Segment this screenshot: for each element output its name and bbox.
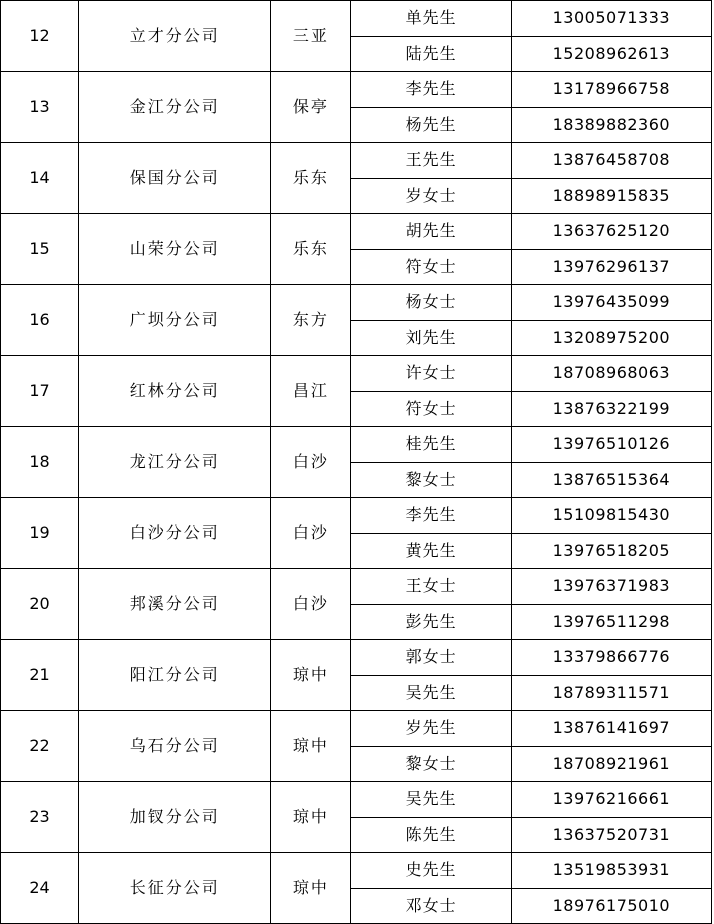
table-row — [1, 640, 712, 676]
cell-contact-phone: 13637520731 — [511, 817, 711, 853]
cell-contact-person: 符女士 — [351, 391, 511, 427]
cell-contact-phone: 18898915835 — [511, 178, 711, 214]
table-row — [1, 214, 712, 250]
cell-contact-phone: 13876458708 — [511, 143, 711, 179]
cell-contact-person: 王女士 — [351, 569, 511, 605]
cell-contact-phone: 13976511298 — [511, 604, 711, 640]
cell-contact-person: 彭先生 — [351, 604, 511, 640]
cell-contact-phone: 13637625120 — [511, 214, 711, 250]
cell-branch: 山荣分公司 — [79, 214, 271, 285]
cell-contact-phone: 13976296137 — [511, 249, 711, 285]
cell-contact-person: 杨先生 — [351, 107, 511, 143]
cell-contact-person: 岁先生 — [351, 711, 511, 747]
table-row — [1, 1, 712, 37]
cell-contact-person: 吴先生 — [351, 675, 511, 711]
cell-contact-phone: 15208962613 — [511, 36, 711, 72]
cell-index: 19 — [1, 498, 79, 569]
cell-contact-person: 许女士 — [351, 356, 511, 392]
cell-contact-phone: 18389882360 — [511, 107, 711, 143]
table-row — [1, 498, 712, 534]
cell-contact-person: 陆先生 — [351, 36, 511, 72]
table-row — [1, 143, 712, 179]
cell-area: 东方 — [271, 285, 351, 356]
cell-contact-phone: 13976518205 — [511, 533, 711, 569]
cell-index: 24 — [1, 853, 79, 924]
table-row — [1, 427, 712, 463]
cell-branch: 邦溪分公司 — [79, 569, 271, 640]
cell-contact-phone: 13976435099 — [511, 285, 711, 321]
table-row — [1, 853, 712, 889]
cell-branch: 红林分公司 — [79, 356, 271, 427]
cell-contact-person: 吴先生 — [351, 782, 511, 818]
cell-contact-phone: 13519853931 — [511, 853, 711, 889]
cell-contact-phone: 13876141697 — [511, 711, 711, 747]
cell-contact-person: 黎女士 — [351, 462, 511, 498]
cell-index: 23 — [1, 782, 79, 853]
cell-index: 15 — [1, 214, 79, 285]
cell-contact-phone: 18976175010 — [511, 888, 711, 924]
cell-branch: 乌石分公司 — [79, 711, 271, 782]
cell-index: 14 — [1, 143, 79, 214]
cell-contact-person: 刘先生 — [351, 320, 511, 356]
cell-branch: 白沙分公司 — [79, 498, 271, 569]
cell-contact-person: 郭女士 — [351, 640, 511, 676]
cell-contact-phone: 13208975200 — [511, 320, 711, 356]
cell-contact-person: 王先生 — [351, 143, 511, 179]
cell-contact-person: 黄先生 — [351, 533, 511, 569]
cell-contact-person: 单先生 — [351, 1, 511, 37]
cell-area: 三亚 — [271, 1, 351, 72]
cell-branch: 长征分公司 — [79, 853, 271, 924]
cell-area: 琼中 — [271, 782, 351, 853]
cell-contact-phone: 18708921961 — [511, 746, 711, 782]
cell-area: 白沙 — [271, 569, 351, 640]
cell-contact-person: 杨女士 — [351, 285, 511, 321]
cell-area: 保亭 — [271, 72, 351, 143]
cell-area: 昌江 — [271, 356, 351, 427]
table-row — [1, 782, 712, 818]
cell-index: 21 — [1, 640, 79, 711]
cell-contact-phone: 18708968063 — [511, 356, 711, 392]
cell-branch: 加钗分公司 — [79, 782, 271, 853]
cell-area: 白沙 — [271, 427, 351, 498]
cell-contact-person: 邓女士 — [351, 888, 511, 924]
table-row — [1, 72, 712, 108]
cell-contact-person: 李先生 — [351, 72, 511, 108]
cell-contact-person: 胡先生 — [351, 214, 511, 250]
table-row — [1, 711, 712, 747]
cell-contact-phone: 18789311571 — [511, 675, 711, 711]
table-row — [1, 356, 712, 392]
cell-contact-phone: 13178966758 — [511, 72, 711, 108]
cell-contact-phone: 13976371983 — [511, 569, 711, 605]
cell-contact-phone: 13976216661 — [511, 782, 711, 818]
cell-contact-phone: 13005071333 — [511, 1, 711, 37]
cell-contact-person: 岁女士 — [351, 178, 511, 214]
cell-contact-phone: 13976510126 — [511, 427, 711, 463]
cell-branch: 阳江分公司 — [79, 640, 271, 711]
cell-area: 乐东 — [271, 143, 351, 214]
table-row — [1, 285, 712, 321]
cell-branch: 金江分公司 — [79, 72, 271, 143]
cell-index: 12 — [1, 1, 79, 72]
cell-index: 22 — [1, 711, 79, 782]
cell-contact-phone: 13876515364 — [511, 462, 711, 498]
cell-branch: 保国分公司 — [79, 143, 271, 214]
cell-contact-person: 李先生 — [351, 498, 511, 534]
cell-contact-person: 史先生 — [351, 853, 511, 889]
cell-index: 17 — [1, 356, 79, 427]
cell-branch: 广坝分公司 — [79, 285, 271, 356]
cell-area: 琼中 — [271, 711, 351, 782]
cell-contact-person: 桂先生 — [351, 427, 511, 463]
cell-index: 18 — [1, 427, 79, 498]
cell-branch: 立才分公司 — [79, 1, 271, 72]
cell-contact-phone: 13876322199 — [511, 391, 711, 427]
cell-contact-phone: 15109815430 — [511, 498, 711, 534]
cell-area: 琼中 — [271, 640, 351, 711]
cell-area: 白沙 — [271, 498, 351, 569]
cell-area: 琼中 — [271, 853, 351, 924]
cell-contact-person: 黎女士 — [351, 746, 511, 782]
cell-area: 乐东 — [271, 214, 351, 285]
cell-index: 20 — [1, 569, 79, 640]
cell-contact-person: 符女士 — [351, 249, 511, 285]
cell-index: 16 — [1, 285, 79, 356]
table-row — [1, 569, 712, 605]
cell-contact-person: 陈先生 — [351, 817, 511, 853]
cell-index: 13 — [1, 72, 79, 143]
cell-branch: 龙江分公司 — [79, 427, 271, 498]
cell-contact-phone: 13379866776 — [511, 640, 711, 676]
